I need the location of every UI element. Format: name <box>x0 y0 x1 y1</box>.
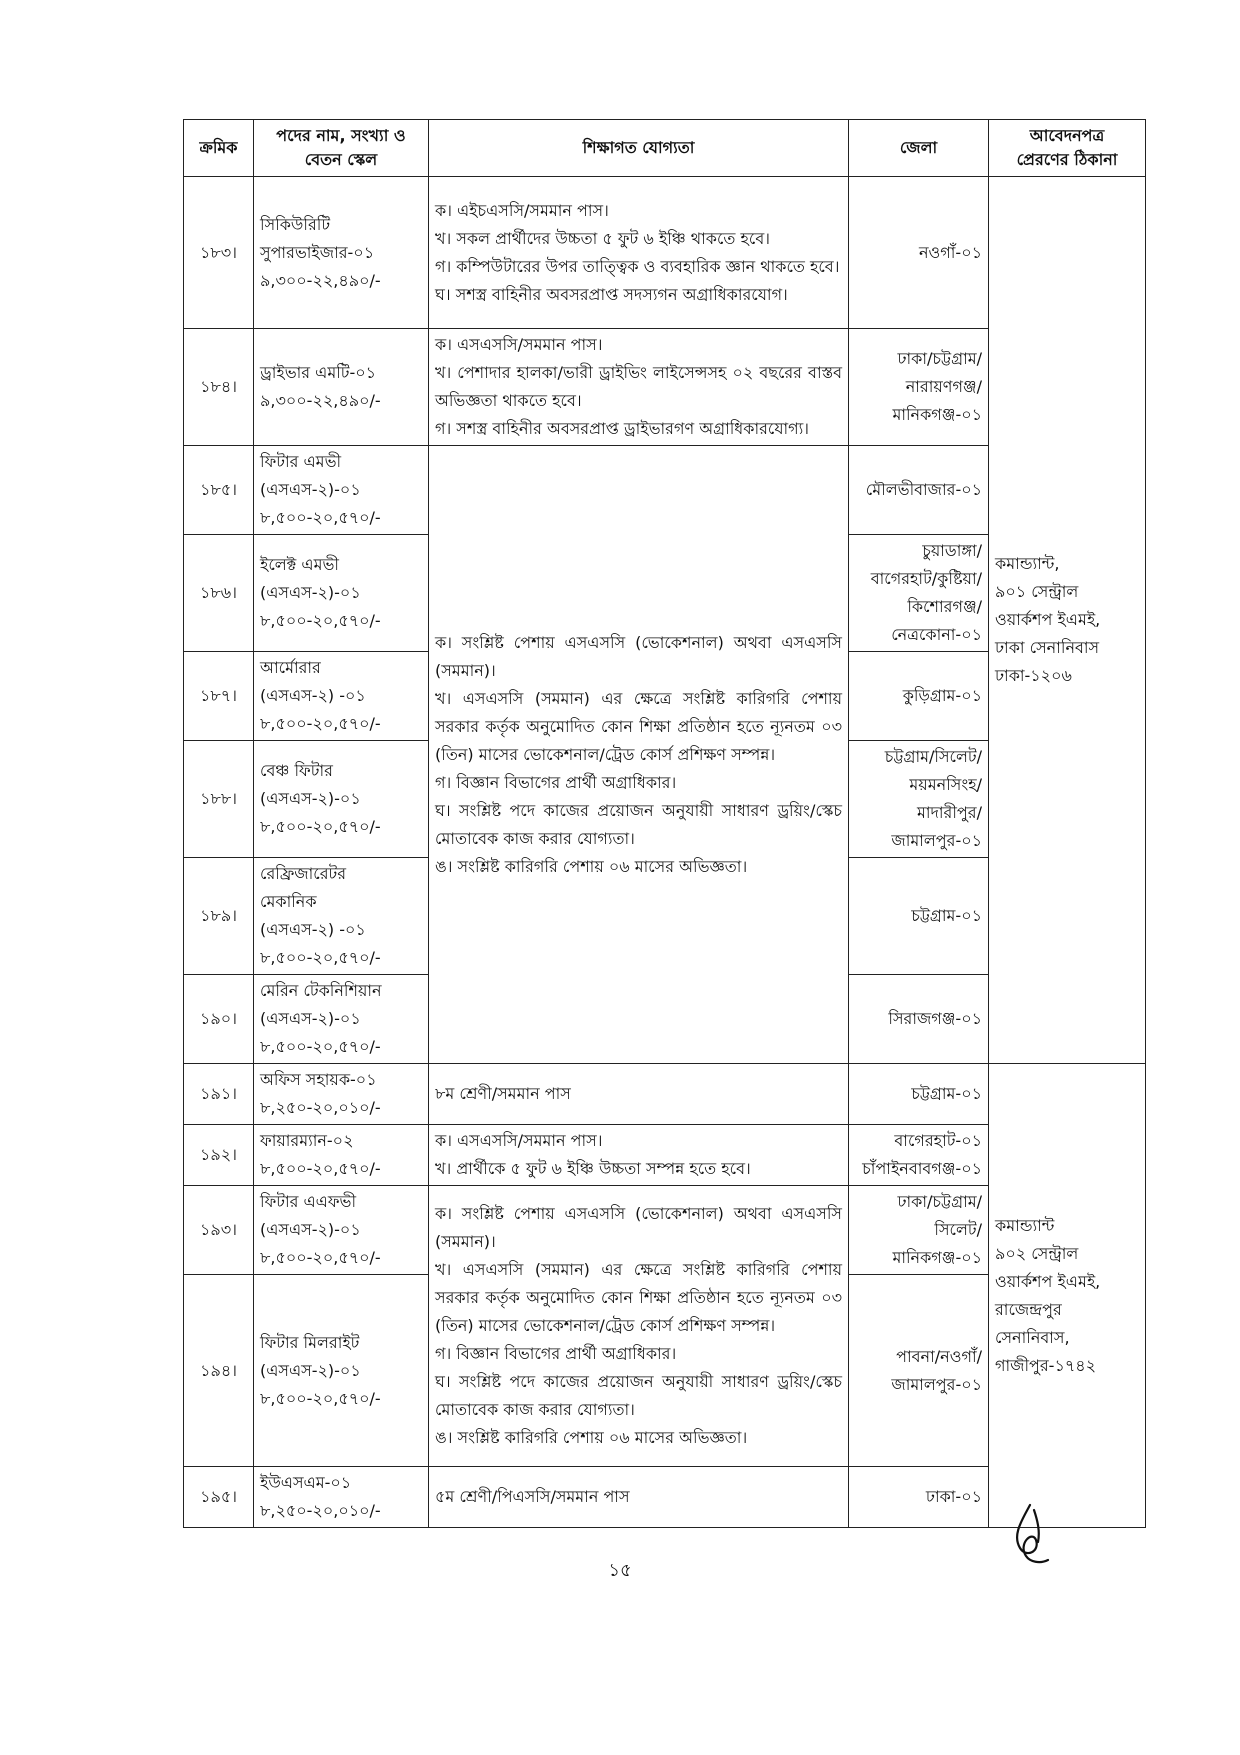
district-cell: চট্টগ্রাম/সিলেট/ ময়মনসিংহ/ মাদারীপুর/ জামালপুর-০১ <box>849 741 989 858</box>
district-cell: চুয়াডাঙ্গা/ বাগেরহাট/কুষ্টিয়া/ কিশোরগঞ্জ/ নেত্রকোনা-০১ <box>849 535 989 652</box>
post-cell: ড্রাইভার এমটি-০১ ৯,৩০০-২২,৪৯০/- <box>254 329 429 446</box>
post-cell: আর্মোরার (এসএস-২) -০১ ৮,৫০০-২০,৫৭০/- <box>254 652 429 741</box>
qualification-cell: ক। সংশ্লিষ্ট পেশায় এসএসসি (ভোকেশনাল) অথবা এসএসসি (সমমান)। খ। এসএসসি (সমমান) এর ক্ষেত্রে সংশ্লিষ্ট কারিগরি পেশায় সরকার কর্তৃক অনুমোদিত কোন শিক্ষা প্রতিষ্ঠান হতে ন্যূনতম ০৩ (তিন) মাসের ভোকেশনাল/ট্রেড কোর্স প্রশিক্ষণ সম্পন্ন। গ। বিজ্ঞান বিভাগের প্রার্থী অগ্রাধিকার। ঘ। সংশ্লিষ্ট পদে কাজের প্রয়োজন অনুযায়ী সাধারণ ড্রয়িং/স্কেচ মোতাবেক কাজ করার যোগ্যতা। ঙ। সংশ্লিষ্ট কারিগরি পেশায় ০৬ মাসের অভিজ্ঞতা। <box>429 1186 849 1467</box>
qualification-cell: ক। সংশ্লিষ্ট পেশায় এসএসসি (ভোকেশনাল) অথবা এসএসসি (সমমান)। খ। এসএসসি (সমমান) এর ক্ষেত্রে সংশ্লিষ্ট কারিগরি পেশায় সরকার কর্তৃক অনুমোদিত কোন শিক্ষা প্রতিষ্ঠান হতে ন্যূনতম ০৩ (তিন) মাসের ভোকেশনাল/ট্রেড কোর্স প্রশিক্ষণ সম্পন্ন। গ। বিজ্ঞান বিভাগের প্রার্থী অগ্রাধিকার। ঘ। সংশ্লিষ্ট পদে কাজের প্রয়োজন অনুযায়ী সাধারণ ড্রয়িং/স্কেচ মোতাবেক কাজ করার যোগ্যতা। ঙ। সংশ্লিষ্ট কারিগরি পেশায় ০৬ মাসের অভিজ্ঞতা। <box>429 446 849 1064</box>
district-cell: নওগাঁ-০১ <box>849 177 989 329</box>
post-cell: ফিটার এএফভী (এসএস-২)-০১ ৮,৫০০-২০,৫৭০/- <box>254 1186 429 1275</box>
post-cell: রেফ্রিজারেটর মেকানিক (এসএস-২) -০১ ৮,৫০০-২০,৫৭০/- <box>254 858 429 975</box>
qualification-cell: ৮ম শ্রেণী/সমমান পাস <box>429 1064 849 1125</box>
qualification-cell: ক। এইচএসসি/সমমান পাস। খ। সকল প্রার্থীদের উচ্চতা ৫ ফুট ৬ ইঞ্চি থাকতে হবে। গ। কম্পিউটারের উপর তাত্ত্বিক ও ব্যবহারিক জ্ঞান থাকতে হবে। ঘ। সশস্ত্র বাহিনীর অবসরপ্রাপ্ত সদস্যগন অগ্রাধিকারযোগ। <box>429 177 849 329</box>
post-cell: ফায়ারম্যান-০২ ৮,৫০০-২০,৫৭০/- <box>254 1125 429 1186</box>
district-cell: মৌলভীবাজার-০১ <box>849 446 989 535</box>
post-cell: ইউএসএম-০১ ৮,২৫০-২০,০১০/- <box>254 1467 429 1528</box>
post-cell: বেঞ্চ ফিটার (এসএস-২)-০১ ৮,৫০০-২০,৫৭০/- <box>254 741 429 858</box>
district-cell: ঢাকা/চট্টগ্রাম/ সিলেট/ মানিকগঞ্জ-০১ <box>849 1186 989 1275</box>
header-address: আবেদনপত্র প্রেরণের ঠিকানা <box>989 120 1146 177</box>
qualification-cell: ৫ম শ্রেণী/পিএসসি/সমমান পাস <box>429 1467 849 1528</box>
post-cell: ফিটার মিলরাইট (এসএস-২)-০১ ৮,৫০০-২০,৫৭০/- <box>254 1275 429 1467</box>
table-row <box>184 1064 1146 1125</box>
serial-cell: ১৮৫। <box>184 446 254 535</box>
post-cell: অফিস সহায়ক-০১ ৮,২৫০-২০,০১০/- <box>254 1064 429 1125</box>
district-cell: ঢাকা-০১ <box>849 1467 989 1528</box>
header-serial: ক্রমিক <box>184 120 254 177</box>
serial-cell: ১৯১। <box>184 1064 254 1125</box>
page-number: ১৫ <box>608 1560 632 1581</box>
post-cell: ফিটার এমভী (এসএস-২)-০১ ৮,৫০০-২০,৫৭০/- <box>254 446 429 535</box>
district-cell: কুড়িগ্রাম-০১ <box>849 652 989 741</box>
serial-cell: ১৯৪। <box>184 1275 254 1467</box>
post-cell: ইলেক্ট এমভী (এসএস-২)-০১ ৮,৫০০-২০,৫৭০/- <box>254 535 429 652</box>
recruitment-table <box>183 119 1146 1528</box>
serial-cell: ১৯৫। <box>184 1467 254 1528</box>
serial-cell: ১৮৯। <box>184 858 254 975</box>
serial-cell: ১৮৩। <box>184 177 254 329</box>
post-cell: সিকিউরিটি সুপারভাইজার-০১ ৯,৩০০-২২,৪৯০/- <box>254 177 429 329</box>
serial-cell: ১৮৬। <box>184 535 254 652</box>
header-district: জেলা <box>849 120 989 177</box>
qualification-cell: ক। এসএসসি/সমমান পাস। খ। পেশাদার হালকা/ভারী ড্রাইভিং লাইসেন্সসহ ০২ বছরের বাস্তব অভিজ্ঞতা থাকতে হবে। গ। সশস্ত্র বাহিনীর অবসরপ্রাপ্ত ড্রাইভারগণ অগ্রাধিকারযোগ্য। <box>429 329 849 446</box>
header-post: পদের নাম, সংখ্যা ও বেতন স্কেল <box>254 120 429 177</box>
serial-cell: ১৯৩। <box>184 1186 254 1275</box>
table-row <box>184 177 1146 329</box>
district-cell: ঢাকা/চট্টগ্রাম/ নারায়ণগঞ্জ/ মানিকগঞ্জ-০১ <box>849 329 989 446</box>
serial-cell: ১৮৮। <box>184 741 254 858</box>
serial-cell: ১৮৭। <box>184 652 254 741</box>
district-cell: চট্টগ্রাম-০১ <box>849 1064 989 1125</box>
district-cell: চট্টগ্রাম-০১ <box>849 858 989 975</box>
address-cell: কমান্ড্যান্ট ৯০২ সেন্ট্রাল ওয়ার্কশপ ইএমই, রাজেন্দ্রপুর সেনানিবাস, গাজীপুর-১৭৪২ <box>989 1064 1146 1528</box>
serial-cell: ১৯০। <box>184 975 254 1064</box>
table-header-row <box>184 120 1146 177</box>
district-cell: পাবনা/নওগাঁ/ জামালপুর-০১ <box>849 1275 989 1467</box>
post-cell: মেরিন টেকনিশিয়ান (এসএস-২)-০১ ৮,৫০০-২০,৫৭০/- <box>254 975 429 1064</box>
district-cell: সিরাজগঞ্জ-০১ <box>849 975 989 1064</box>
serial-cell: ১৯২। <box>184 1125 254 1186</box>
district-cell: বাগেরহাট-০১ চাঁপাইনবাবগঞ্জ-০১ <box>849 1125 989 1186</box>
header-qualification: শিক্ষাগত যোগ্যতা <box>429 120 849 177</box>
qualification-cell: ক। এসএসসি/সমমান পাস। খ। প্রার্থীকে ৫ ফুট ৬ ইঞ্চি উচ্চতা সম্পন্ন হতে হবে। <box>429 1125 849 1186</box>
serial-cell: ১৮৪। <box>184 329 254 446</box>
address-cell: কমান্ড্যান্ট, ৯০১ সেন্ট্রাল ওয়ার্কশপ ইএমই, ঢাকা সেনানিবাস ঢাকা-১২০৬ <box>989 177 1146 1064</box>
